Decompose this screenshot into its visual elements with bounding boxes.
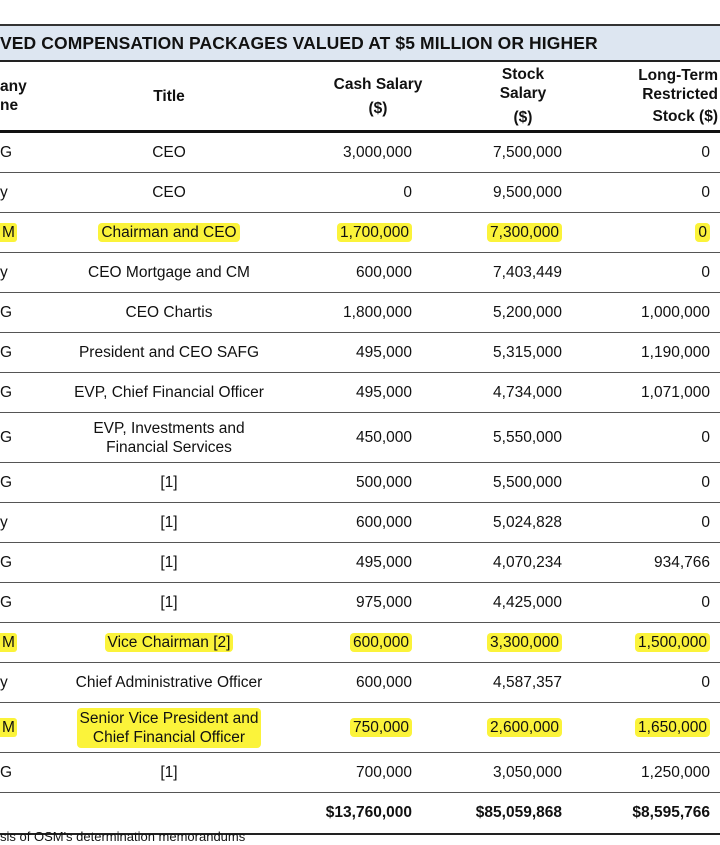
long-term-stock-cell: 1,071,000 xyxy=(598,373,720,413)
stock-salary-cell: 5,200,000 xyxy=(448,293,598,333)
title-cell: EVP, Chief Financial Officer xyxy=(30,373,308,413)
long-term-stock-cell: 0 xyxy=(598,463,720,503)
cash-salary-cell: 500,000 xyxy=(308,463,448,503)
company-cell: y xyxy=(0,173,30,213)
table-row xyxy=(0,663,720,703)
long-term-stock-cell: 1,190,000 xyxy=(598,333,720,373)
long-term-stock-cell: 0 xyxy=(598,663,720,703)
cash-salary-cell: 495,000 xyxy=(308,333,448,373)
title-cell: Chairman and CEO xyxy=(30,213,308,253)
title-cell: EVP, Investments and Financial Services xyxy=(30,413,308,463)
title-cell: [1] xyxy=(30,583,308,623)
long-term-stock-cell: 1,650,000 xyxy=(598,703,720,753)
stock-salary-cell: 3,050,000 xyxy=(448,753,598,793)
header-long-term-restricted-stock: Long-Term Restricted Stock ($) xyxy=(598,62,720,132)
cash-salary-cell: 1,700,000 xyxy=(308,213,448,253)
cash-salary-cell: 450,000 xyxy=(308,413,448,463)
company-cell: y xyxy=(0,663,30,703)
table-row xyxy=(0,753,720,793)
table-row xyxy=(0,543,720,583)
total-cash-salary: $13,760,000 xyxy=(308,793,448,835)
stock-salary-cell: 5,500,000 xyxy=(448,463,598,503)
cash-salary-cell: 495,000 xyxy=(308,373,448,413)
company-cell: G xyxy=(0,583,30,623)
cash-salary-cell: 1,800,000 xyxy=(308,293,448,333)
long-term-stock-cell: 0 xyxy=(598,213,720,253)
cash-salary-cell: 495,000 xyxy=(308,543,448,583)
table-row xyxy=(0,373,720,413)
header-stock-salary: Stock Salary ($) xyxy=(448,62,598,132)
long-term-stock-cell: 0 xyxy=(598,132,720,173)
company-cell: G xyxy=(0,413,30,463)
cash-salary-cell: 750,000 xyxy=(308,703,448,753)
header-title: Title xyxy=(30,62,308,132)
stock-salary-cell: 7,300,000 xyxy=(448,213,598,253)
stock-salary-cell: 5,550,000 xyxy=(448,413,598,463)
cash-salary-cell: 600,000 xyxy=(308,503,448,543)
title-cell: [1] xyxy=(30,463,308,503)
stock-salary-cell: 4,070,234 xyxy=(448,543,598,583)
table-row xyxy=(0,413,720,463)
table-row xyxy=(0,253,720,293)
header-cash-salary: Cash Salary ($) xyxy=(308,62,448,132)
company-cell: G xyxy=(0,333,30,373)
table-row xyxy=(0,173,720,213)
cash-salary-cell: 600,000 xyxy=(308,663,448,703)
table-row xyxy=(0,333,720,373)
header-company: any ne xyxy=(0,62,30,132)
title-cell: Chief Administrative Officer xyxy=(30,663,308,703)
cash-salary-cell: 975,000 xyxy=(308,583,448,623)
title-cell: [1] xyxy=(30,543,308,583)
stock-salary-cell: 2,600,000 xyxy=(448,703,598,753)
title-cell: Vice Chairman [2] xyxy=(30,623,308,663)
company-cell: M xyxy=(0,703,30,753)
compensation-table xyxy=(0,62,720,835)
stock-salary-cell: 4,587,357 xyxy=(448,663,598,703)
long-term-stock-cell: 0 xyxy=(598,173,720,213)
long-term-stock-cell: 934,766 xyxy=(598,543,720,583)
stock-salary-cell: 4,425,000 xyxy=(448,583,598,623)
title-cell: [1] xyxy=(30,503,308,543)
title-cell: CEO xyxy=(30,173,308,213)
table-row xyxy=(0,703,720,753)
stock-salary-cell: 3,300,000 xyxy=(448,623,598,663)
company-cell: y xyxy=(0,503,30,543)
table-row xyxy=(0,623,720,663)
cash-salary-cell: 600,000 xyxy=(308,253,448,293)
table-row xyxy=(0,213,720,253)
totals-row xyxy=(0,793,720,835)
stock-salary-cell: 4,734,000 xyxy=(448,373,598,413)
company-cell: M xyxy=(0,213,30,253)
company-cell: G xyxy=(0,463,30,503)
header-row xyxy=(0,62,720,132)
company-cell: M xyxy=(0,623,30,663)
totals-empty-company xyxy=(0,793,30,835)
table-title: VED COMPENSATION PACKAGES VALUED AT $5 MILLION OR HIGHER xyxy=(0,24,720,62)
title-cell: President and CEO SAFG xyxy=(30,333,308,373)
stock-salary-cell: 5,024,828 xyxy=(448,503,598,543)
long-term-stock-cell: 0 xyxy=(598,503,720,543)
long-term-stock-cell: 1,500,000 xyxy=(598,623,720,663)
stock-salary-cell: 7,403,449 xyxy=(448,253,598,293)
table-row xyxy=(0,583,720,623)
cash-salary-cell: 700,000 xyxy=(308,753,448,793)
cash-salary-cell: 0 xyxy=(308,173,448,213)
table-row xyxy=(0,503,720,543)
table-row xyxy=(0,293,720,333)
stock-salary-cell: 5,315,000 xyxy=(448,333,598,373)
footnote: sis of OSM's determination memorandums xyxy=(0,829,246,844)
long-term-stock-cell: 0 xyxy=(598,253,720,293)
stock-salary-cell: 7,500,000 xyxy=(448,132,598,173)
table-row xyxy=(0,132,720,173)
long-term-stock-cell: 0 xyxy=(598,583,720,623)
total-long-term-stock: $8,595,766 xyxy=(598,793,720,835)
cash-salary-cell: 3,000,000 xyxy=(308,132,448,173)
cash-salary-cell: 600,000 xyxy=(308,623,448,663)
long-term-stock-cell: 1,250,000 xyxy=(598,753,720,793)
title-cell: CEO Mortgage and CM xyxy=(30,253,308,293)
stock-salary-cell: 9,500,000 xyxy=(448,173,598,213)
company-cell: G xyxy=(0,293,30,333)
table-row xyxy=(0,463,720,503)
long-term-stock-cell: 1,000,000 xyxy=(598,293,720,333)
totals-empty-title xyxy=(30,793,308,835)
company-cell: G xyxy=(0,753,30,793)
title-cell: CEO xyxy=(30,132,308,173)
title-cell: CEO Chartis xyxy=(30,293,308,333)
table-body xyxy=(0,132,720,835)
total-stock-salary: $85,059,868 xyxy=(448,793,598,835)
company-cell: G xyxy=(0,543,30,583)
compensation-document xyxy=(0,24,720,835)
company-cell: G xyxy=(0,132,30,173)
company-cell: y xyxy=(0,253,30,293)
title-cell: Senior Vice President and Chief Financial Officer xyxy=(30,703,308,753)
company-cell: G xyxy=(0,373,30,413)
long-term-stock-cell: 0 xyxy=(598,413,720,463)
title-cell: [1] xyxy=(30,753,308,793)
